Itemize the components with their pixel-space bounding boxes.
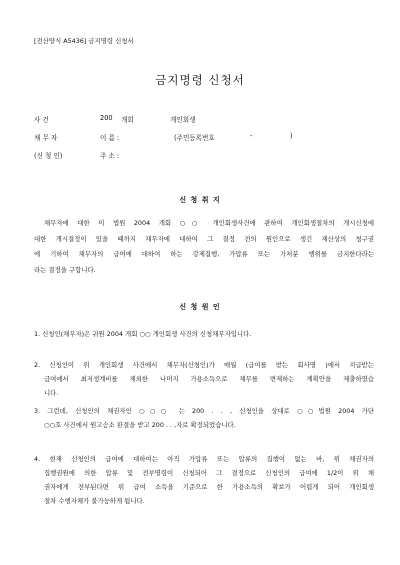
case-number-suffix: 개회 (121, 116, 134, 124)
purpose-line: 채무자에 대한 이 법원 2004 개회 ○○ 개인회생사건에 관하여 개인회생절차의 개시신청에 (44, 219, 374, 227)
reason-line: 니다. (44, 389, 59, 397)
reason-line: 3. 그런데, 신청인의 채권자인 ○○○ 는 200 . . , 신청인을 상대로 ○○법원 2004 가단 (34, 407, 374, 415)
debtor-id-open: (주민등록번호 (174, 134, 215, 142)
case-label: 사 건 (34, 116, 49, 124)
reason-line: 1. 신청인(채무자)은 귀원 2004 개회 ○○ 개인회생 사건의 신청채무자입니다. (34, 330, 252, 338)
page-title: 금지명령 신청서 (155, 73, 245, 87)
purpose-line: 에 기하여 채무자의 급여에 대하여 하는 강제집행, 가압류 또는 가처분 행위를 금지한다라는 (34, 250, 374, 258)
debtor-address-label: 주 소 : (100, 152, 120, 160)
reason-line: 절차 수행자체가 불가능하게 됩니다. (44, 497, 145, 505)
reason-line: ○○호 사건에서 원고승소 판결을 받고 200 . . ,자로 확정되었습니다. (44, 421, 236, 429)
reason-line: 집행권원에 의한 압류 및 전부명령이 신청되어 그 결정으로 신청인의 급여에 1/2이 위 채 (44, 469, 374, 477)
debtor-label: 채 무 자 (34, 134, 58, 142)
case-year: 200 (100, 114, 113, 122)
reason-item-4 (34, 452, 374, 508)
purpose-text (34, 216, 374, 278)
reasons-heading: 신 청 원 인 (179, 303, 221, 311)
reason-line: 권자에게 전부된다면 위 급여 소득을 기준으로 한 가용소득의 확보가 어렵게 되어 개인회생 (44, 483, 374, 491)
reason-item-3 (34, 404, 374, 432)
form-code: [전산양식 A5436] 금지명령 신청서 (34, 37, 134, 45)
purpose-heading: 신 청 취 지 (179, 196, 221, 204)
purpose-line: 대한 개시결정이 있을 때까지 채무자에 대하여 그 결정 전의 원인으로 생긴 재산상의 청구권 (34, 234, 374, 243)
debtor-id-close: ) (290, 132, 293, 140)
debtor-id-dash: - (250, 132, 253, 140)
case-type: 개인회생 (170, 116, 196, 124)
reason-item-1 (34, 327, 374, 341)
reason-item-2 (34, 358, 374, 400)
applicant-label: (신 청 인) (34, 152, 63, 160)
debtor-name-label: 이 름 : (100, 134, 120, 142)
reason-line: 4. 현재 신청인의 급여에 대하여는 아직 가압류 또는 압류의 집행이 없는 바, 위 채권자의 (34, 455, 374, 463)
purpose-line: 라는 결정을 구합니다. (34, 265, 96, 274)
reason-line: 급여에서 최저생계비를 제외한 나머지 가용소득으로 채무를 변제하는 계획안을 제출하였습 (44, 375, 374, 383)
reason-line: 2. 신청인이 위 개인회생 사건에서 채무자(신청인)가 매월 (급여를 받는 회사명 )에서 지급받는 (34, 361, 374, 369)
